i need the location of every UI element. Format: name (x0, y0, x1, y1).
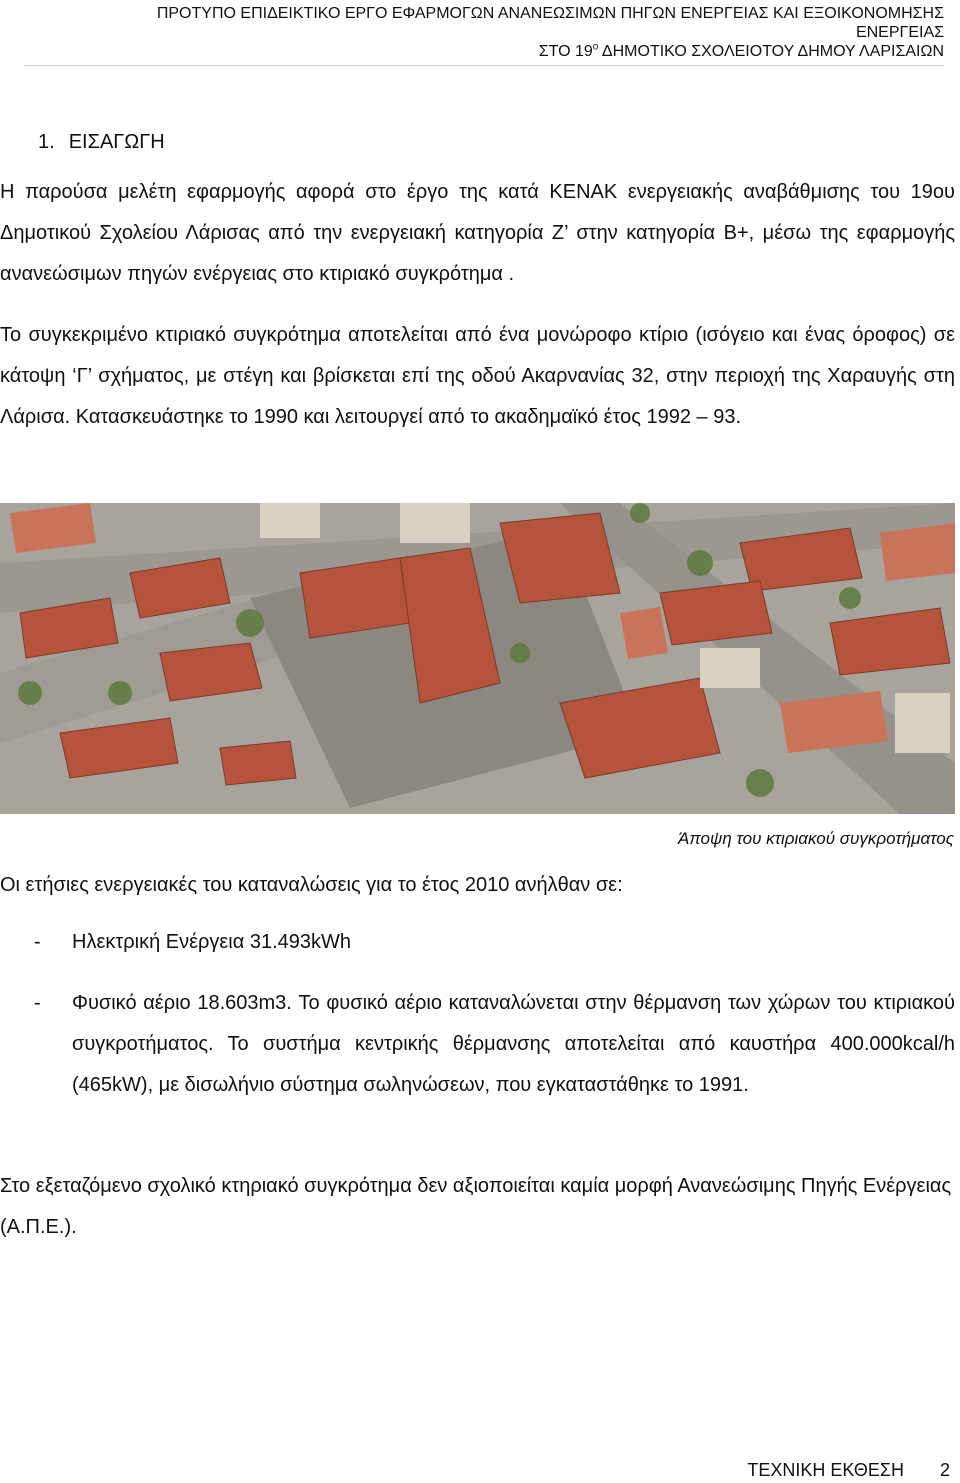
res-paragraph: Στο εξεταζόμενο σχολικό κτηριακό συγκρότημα δεν αξιοποιείται καμία μορφή Ανανεώσιμης Πηγής Ενέργειας (Α.Π.Ε.). (0, 1175, 952, 1238)
list-marker: - (34, 931, 41, 953)
header-line-3-end: ΔΗΜΟΤΙΚΟ ΣΧΟΛΕΙΟΤΟΥ ΔΗΜΟΥ ΛΑΡΙΣΑΙΩΝ (598, 43, 944, 60)
list-item-text: Ηλεκτρική Ενέργεια 31.493kWh (72, 931, 352, 953)
section-heading (38, 131, 165, 154)
aerial-photo-drawing (0, 503, 955, 814)
list-item-text: Φυσικό αέριο 18.603m3. Το φυσικό αέριο καταναλώνεται στην θέρμανση των χώρων του κτιριακού συγκροτήματος. Το συστήμα κεντρικής θέρμανσης αποτελείται από καυστήρα 400.000kcal/h (465kW), με δισωλήνιο σύστημα σωληνώσεων, που εγκαταστάθηκε το 1991. (72, 992, 955, 1096)
intro-paragraph: Η παρούσα μελέτη εφαρμογής αφορά στο έργο της κατά ΚΕΝΑΚ ενεργειακής αναβάθμισης του 19ου Δημοτικού Σχολείου Λάρισας από την ενεργειακή κατηγορία Ζ’ στην κατηγορία Β+, μέσω της εφαρμογής ανανεώσιμων πηγών ενέργειας στο κτιριακό συγκρότημα . (0, 181, 955, 285)
section-title: ΕΙΣΑΓΩΓΗ (68, 131, 165, 153)
list-marker: - (34, 992, 41, 1014)
header-superscript: ο (592, 41, 599, 53)
header-line-1: ΠΡΟΤΥΠΟ ΕΠΙΔΕΙΚΤΙΚΟ ΕΡΓΟ ΕΦΑΡΜΟΓΩΝ ΑΝΑΝΕΩΣΙΜΩΝ ΠΗΓΩΝ ΕΝΕΡΓΕΙΑΣ ΚΑΙ ΕΞΟΙΚΟΝΟΜΗΣΗΣ (156, 5, 944, 22)
page-footer (747, 1460, 950, 1481)
description-paragraph: Το συγκεκριμένο κτιριακό συγκρότημα αποτελείται από ένα μονώροφο κτίριο (ισόγειο και ένας όροφος) σε κάτοψη ‘Γ’ σχήματος, με στέγη και βρίσκεται επί της οδού Ακαρνανίας 32, στην περιοχή της Χαραυγής στη Λάρισα. Κατασκευάστηκε το 1990 και λειτουργεί από το ακαδημαϊκό έτος 1992 – 93. (0, 324, 955, 428)
photo-caption: Άποψη του κτιριακού συγκροτήματος (678, 829, 954, 848)
section-number: 1. (38, 131, 55, 153)
header-line-3-start: ΣΤΟ 19 (538, 43, 593, 60)
header-line-2: ΕΝΕΡΓΕΙΑΣ (855, 24, 944, 41)
page-header (44, 4, 944, 61)
aerial-photo (0, 503, 955, 814)
footer-label: ΤΕΧΝΙΚΗ ΕΚΘΕΣΗ (747, 1460, 904, 1480)
page-number: 2 (939, 1460, 950, 1480)
header-divider (24, 65, 944, 66)
consumption-intro: Οι ετήσιες ενεργειακές του καταναλώσεις για το έτος 2010 ανήλθαν σε: (0, 874, 623, 896)
header-line-3 (44, 42, 944, 61)
